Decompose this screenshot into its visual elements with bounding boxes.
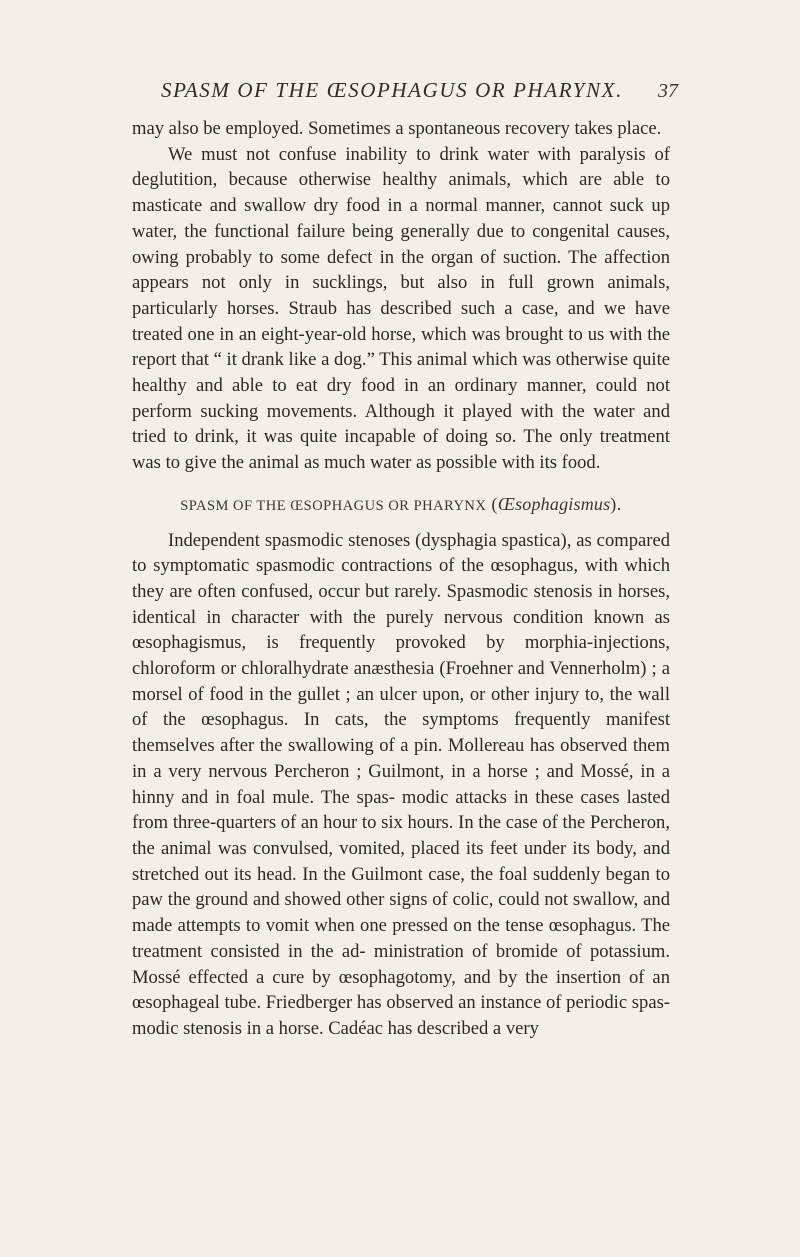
paragraph-1: may also be employed. Sometimes a spontaneous recovery takes place. [132, 118, 662, 139]
running-title: SPASM OF THE ŒSOPHAGUS OR PHARYNX. [161, 78, 623, 102]
section-heading-paren-close: ). [610, 493, 622, 514]
page-number: 37 [658, 80, 678, 102]
body-text [132, 116, 670, 1042]
section-heading-paren-open: ( [486, 493, 498, 514]
section-heading-latin: Œsophagismus [497, 493, 611, 514]
paragraph-3: Independent spasmodic stenoses (dysphagia spastica), as compared to symptomatic spasmodic contractions of the œsophagus, with which they are often confused, occur but rarely. Spasmodic stenosis in horses, identical in character with the purely nervous condition known as œsophagismus, is frequently provoked by morphia-injections, chloroform or chloralhydrate anæsthesia (Froehner and Vennerholm) ; a morsel of food in the gullet ; an ulcer upon, or other injury to, the wall of the œsophagus. In cats, the symptoms frequently manifest themselves after the swallowing of a pin. Mollereau has observed them in a very nervous Percheron ; Guilmont, in a horse ; and Mossé, in a hinny and in foal mule. The spas- modic attacks in these cases lasted from three-quarters of an hour to six hours. In the case of the Percheron, the animal was convulsed, vomited, placed its feet under its body, and stretched out its head. In the Guilmont case, the foal suddenly began to paw the ground and showed other signs of colic, could not swallow, and made attempts to vomit when one pressed on the tense œsophagus. The treatment consisted in the ad- ministration of bromide of potassium. Mossé effected a cure by œsophagotomy, and by the insertion of an œsophageal tube. Friedberger has observed an instance of periodic spas- modic stenosis in a horse. Cadéac has described a very [132, 529, 670, 1039]
paragraph-2: We must not confuse inability to drink water with paralysis of deglutition, because otherwise healthy animals, which are able to masticate and swallow dry food in a normal manner, cannot suck up water, the functional failure being generally due to congenital causes, owing probably to some defect in the organ of suction. The affection appears not only in sucklings, but also in full grown animals, particularly horses. Straub has described such a case, and we have treated one in an eight-year-old horse, which was brought to us with the report that “ it drank like a dog.” This animal which was otherwise quite healthy and able to eat dry food in an ordinary manner, could not perform sucking movements. Although it played with the water and tried to drink, it was quite incapable of doing so. The only treatment was to give the animal as much water as possible with its food. [132, 143, 670, 474]
section-heading-text: SPASM OF THE ŒSOPHAGUS OR PHARYNX [180, 497, 487, 514]
section-heading [132, 492, 670, 520]
running-head [132, 78, 678, 108]
